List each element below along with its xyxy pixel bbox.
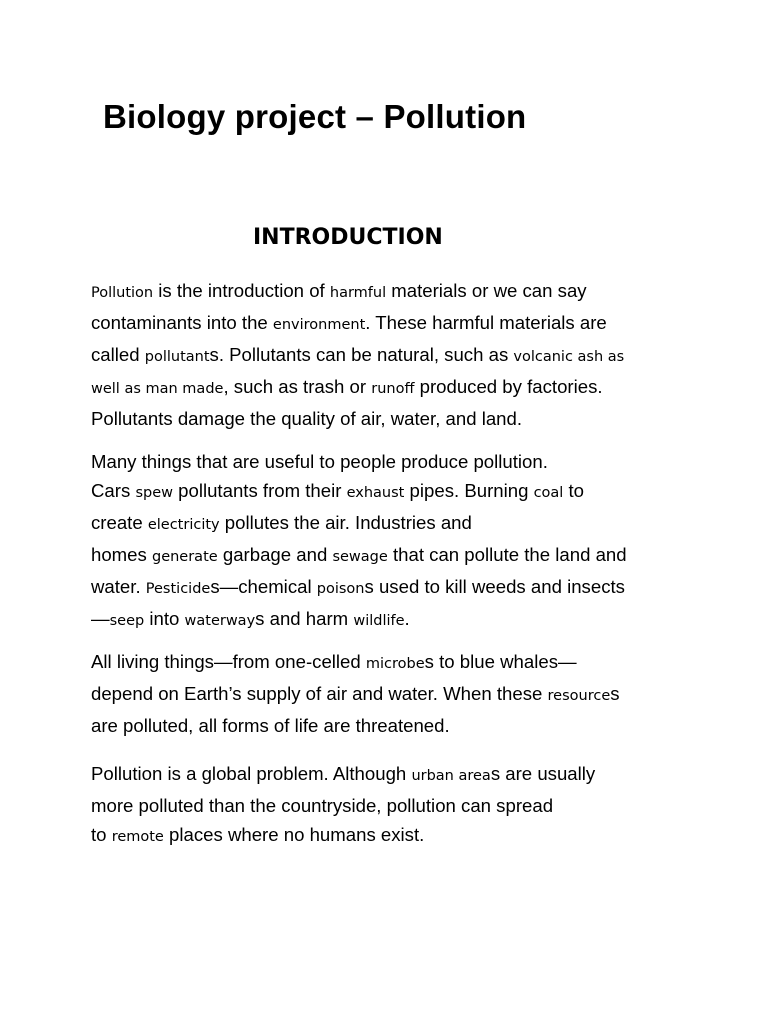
text-line <box>91 604 691 636</box>
text-run: water. <box>91 576 146 597</box>
text-run-alt-font: harmful <box>329 285 387 301</box>
text-line <box>91 276 691 308</box>
text-run: Cars <box>91 480 136 501</box>
text-run: Pollution is a global problem. Although <box>91 763 412 784</box>
text-run: that can pollute the land and <box>387 544 627 565</box>
text-line <box>91 308 691 340</box>
text-run: homes <box>91 544 152 565</box>
text-run-alt-font: spew <box>135 485 173 501</box>
text-run-alt-font: volcanic ash as <box>513 349 625 365</box>
text-run: pipes. Burning <box>404 480 534 501</box>
text-run-alt-font: runoff <box>371 381 415 397</box>
text-run: called <box>91 344 145 365</box>
text-run: s and harm <box>255 608 354 629</box>
text-run: places where no humans exist. <box>163 824 425 845</box>
text-run: s <box>610 683 620 704</box>
text-run: depend on Earth’s supply of air and water. When these <box>91 683 548 704</box>
text-run: more polluted than the countryside, pollution can spread <box>91 795 554 816</box>
text-line <box>91 820 691 852</box>
text-line <box>91 572 691 604</box>
document-title: Biology project – Pollution <box>103 98 527 135</box>
paragraph-living-things <box>91 647 691 740</box>
text-run-alt-font: poison <box>316 581 365 597</box>
text-run-alt-font: remote <box>111 829 164 845</box>
text-line <box>91 759 691 791</box>
text-run: produced by factories. <box>414 376 603 397</box>
text-run: s. Pollutants can be natural, such as <box>209 344 514 365</box>
text-line <box>91 340 691 372</box>
text-run: pollutes the air. Industries and <box>219 512 472 533</box>
text-run: — <box>91 608 110 629</box>
text-line <box>91 508 691 540</box>
text-line <box>91 540 691 572</box>
text-run-alt-font: wildlife <box>353 613 405 629</box>
text-run: is the introduction of <box>153 280 330 301</box>
text-run-alt-font: well as man made <box>91 381 224 397</box>
text-run-alt-font: coal <box>533 485 564 501</box>
text-run: . These harmful materials are <box>365 312 607 333</box>
text-run: s to blue whales— <box>424 651 577 672</box>
text-run: s—chemical <box>210 576 317 597</box>
text-run-alt-font: microbe <box>365 656 425 672</box>
text-run-alt-font: sewage <box>332 549 388 565</box>
text-run: pollutants from their <box>172 480 347 501</box>
text-run-alt-font: pollutant <box>144 349 210 365</box>
text-line <box>91 404 691 433</box>
text-run: are polluted, all forms of life are threatened. <box>91 715 450 736</box>
text-run-alt-font: resource <box>547 688 611 704</box>
text-line <box>91 711 691 740</box>
text-run-alt-font: urban area <box>411 768 491 784</box>
text-run-alt-font: waterway <box>184 613 256 629</box>
text-run: to <box>563 480 585 501</box>
text-run: , such as trash or <box>223 376 372 397</box>
paragraph-intro <box>91 276 691 433</box>
text-line <box>91 372 691 404</box>
text-run: s are usually <box>490 763 596 784</box>
text-run: s used to kill weeds and insects <box>364 576 625 597</box>
text-line <box>91 476 691 508</box>
text-run: . <box>404 608 410 629</box>
text-run: Many things that are useful to people produce pollution. <box>91 451 548 472</box>
paragraph-global-problem <box>91 759 691 852</box>
text-run: garbage and <box>217 544 333 565</box>
section-heading: INTRODUCTION <box>253 225 443 250</box>
text-run: create <box>91 512 148 533</box>
text-line <box>91 447 691 476</box>
text-line <box>91 647 691 679</box>
text-run: Pollutants damage the quality of air, water, and land. <box>91 408 523 429</box>
text-run-alt-font: Pollution <box>91 285 154 301</box>
text-run-alt-font: seep <box>109 613 145 629</box>
text-run-alt-font: generate <box>151 549 218 565</box>
text-line <box>91 679 691 711</box>
text-run-alt-font: Pesticide <box>145 581 211 597</box>
text-run: to <box>91 824 112 845</box>
paragraph-sources <box>91 447 691 636</box>
text-run-alt-font: electricity <box>147 517 220 533</box>
text-line <box>91 791 691 820</box>
text-run-alt-font: environment <box>272 317 366 333</box>
text-run: All living things—from one-celled <box>91 651 366 672</box>
text-run: contaminants into the <box>91 312 273 333</box>
text-run: materials or we can say <box>386 280 587 301</box>
text-run: into <box>144 608 185 629</box>
text-run-alt-font: exhaust <box>346 485 405 501</box>
